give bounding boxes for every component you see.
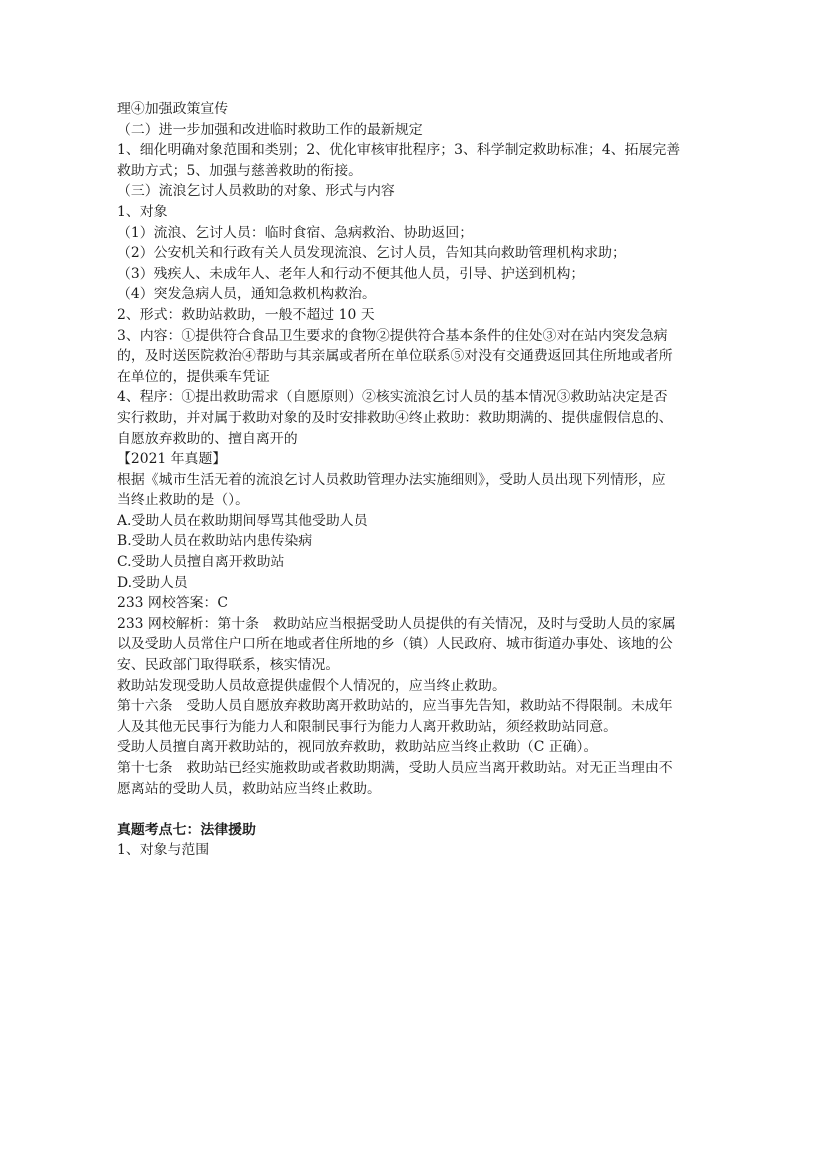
section-item: 1、对象与范围 — [117, 842, 210, 859]
explanation-line: 第十七条 救助站已经实施救助或者救助期满，受助人员应当离开救助站。对无正当理由不 — [117, 760, 673, 776]
explanation-line: 第十六条 受助人员自愿放弃救助离开救助站的，应当事先告知，救助站不得限制。未成年 — [117, 698, 673, 715]
blank-line — [117, 799, 709, 820]
explanation-line: 安、民政部门取得联系，核实情况。 — [117, 657, 340, 674]
text-line: （2）公安机关和行政有关人员发现流浪、乞讨人员，告知其向救助管理机构求助； — [117, 245, 626, 262]
explanation-line: 233 网校解析：第十条 救助站应当根据受助人员提供的有关情况，及时与受助人员的家属 — [117, 615, 676, 632]
option-a: A.受助人员在救助期间辱骂其他受助人员 — [117, 512, 368, 529]
answer-line: 233 网校答案：C — [117, 595, 229, 612]
text-line: 1、细化明确对象范围和类别；2、优化审核审批程序；3、科学制定救助标准；4、拓展完善 — [117, 142, 681, 159]
text-line: 救助方式；5、加强与慈善救助的衔接。 — [117, 162, 362, 179]
text-line: 理④加强政策宣传 — [117, 101, 229, 117]
text-line: （1）流浪、乞讨人员：临时食宿、急病救治、协助返回； — [117, 224, 474, 241]
explanation-line: 愿离站的受助人员，救助站应当终止救助。 — [117, 780, 381, 797]
subsection-heading: （三）流浪乞讨人员救助的对象、形式与内容 — [117, 183, 395, 200]
text-line: 在单位的，提供乘车凭证 — [117, 368, 270, 385]
text-line: （3）残疾人、未成年人、老年人和行动不便其他人员，引导、护送到机构； — [117, 265, 585, 282]
text-line: 的，及时送医院救治④帮助与其亲属或者所在单位联系⑤对没有交通费返回其住所地或者所 — [117, 348, 673, 365]
question-text: 根据《城市生活无着的流浪乞讨人员救助管理办法实施细则》，受助人员出现下列情形，应 — [117, 471, 666, 488]
text-line: 4、程序：①提出救助需求（自愿原则）②核实流浪乞讨人员的基本情况③救助站决定是否 — [117, 389, 668, 406]
text-line: 2、形式：救助站救助，一般不超过 10 天 — [117, 306, 375, 323]
option-d: D.受助人员 — [117, 574, 188, 591]
explanation-line: 人及其他无民事行为能力人和限制民事行为能力人离开救助站，须经救助站同意。 — [117, 718, 618, 735]
text-line: 实行救助，并对属于救助对象的及时安排救助④终止救助：救助期满的、提供虚假信息的、 — [117, 409, 673, 426]
explanation-line: 救助站发现受助人员故意提供虚假个人情况的，应当终止救助。 — [117, 677, 506, 694]
text-line: （4）突发急病人员，通知急救机构救治。 — [117, 286, 376, 303]
text-line: 3、内容：①提供符合食品卫生要求的食物②提供符合基本条件的住处③对在站内突发急病 — [117, 327, 668, 344]
text-line: 自愿放弃救助的、擅自离开的 — [117, 430, 298, 447]
section-heading: 真题考点七：法律援助 — [117, 821, 256, 838]
exam-year-label: 【2021 年真题】 — [117, 451, 227, 468]
subsection-heading: （二）进一步加强和改进临时救助工作的最新规定 — [117, 121, 423, 138]
explanation-line: 受助人员擅自离开救助站的，视同放弃救助，救助站应当终止救助（C 正确）。 — [117, 739, 598, 756]
explanation-line: 以及受助人员常住户口所在地或者住所地的乡（镇）人民政府、城市街道办事处、该地的公 — [117, 636, 673, 653]
document-page — [117, 99, 709, 861]
text-line: 1、对象 — [117, 203, 168, 220]
question-text: 当终止救助的是（）。 — [117, 492, 249, 509]
option-c: C.受助人员擅自离开救助站 — [117, 554, 285, 571]
option-b: B.受助人员在救助站内患传染病 — [117, 533, 313, 550]
